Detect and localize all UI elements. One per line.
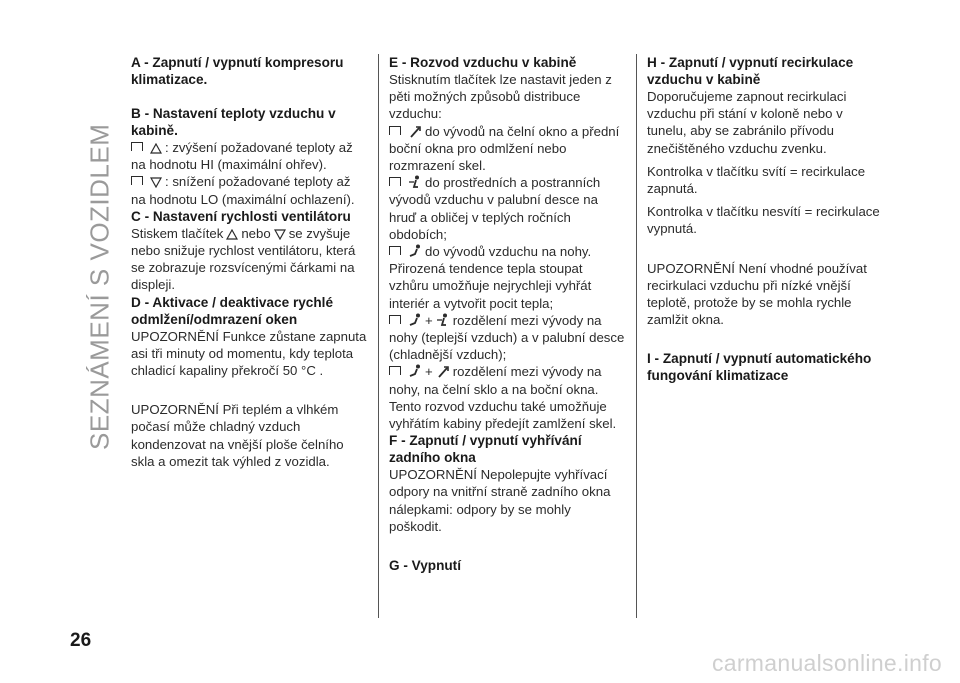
button-bracket-icon [131, 142, 143, 151]
watermark: carmanualsonline.info [711, 650, 942, 676]
section-d-warning: UPOZORNĚNÍ Funkce zůstane zapnuta asi tři minuty od momentu, kdy teplota chladicí kapaliny překročí 50 °C . [131, 328, 367, 379]
section-i-title: I - Zapnutí / vypnutí automatického fungování klimatizace [647, 351, 872, 384]
section-a-title: A - Zapnutí / vypnutí kompresoru klimatizace. [131, 55, 344, 87]
section-h-text: Doporučujeme zapnout recirkulaci vzduchu při stání v koloně nebo v tunelu, aby se zabránilo přívodu znečištěného vzduchu zvenku. [647, 89, 847, 156]
section-e-option-1: do vývodů na čelní okno a přední boční okna pro odmlžení nebo rozmrazení skel. [389, 123, 620, 174]
section-g-title: G - Vypnutí [389, 558, 461, 574]
section-e-option-2: do prostředních a postranních vývodů vzduchu v palubní desce na hruď a obličej v teplých ročních obdobích; [389, 175, 601, 242]
feet-airflow-icon [408, 364, 422, 378]
windscreen-airflow-icon [408, 125, 422, 138]
section-d-warning-2: UPOZORNĚNÍ Při teplém a vlhkém počasí může chladný vzduch kondenzovat na vnější ploše čelního skla a omezit tak výhled z vozidla. [131, 402, 344, 469]
column-1 [131, 54, 367, 470]
column-divider [636, 54, 637, 618]
section-e-intro: Stisknutím tlačítek lze nastavit jeden z pěti možných způsobů distribuce vzduchu: [389, 72, 612, 122]
button-bracket-icon [131, 176, 143, 185]
section-h-title: H - Zapnutí / vypnutí recirkulace vzduchu v kabině [647, 55, 854, 87]
feet-airflow-icon [408, 313, 422, 327]
section-h-off: Kontrolka v tlačítku nesvítí = recirkulace vypnutá. [647, 204, 880, 237]
section-b-down: : snížení požadované teploty až na hodnotu LO (maximální ochlazení). [131, 174, 355, 207]
triangle-up-icon [226, 229, 238, 240]
button-bracket-icon [389, 315, 401, 324]
section-e-option-5: + rozdělení mezi vývody na nohy, na čelní sklo a na boční okna. Tento rozvod vzduchu také umožňuje vyhřátím kabiny předejít zamlžení skel. [389, 364, 617, 432]
button-bracket-icon [389, 246, 401, 255]
section-d-title: D - Aktivace / deaktivace rychlé odmlžení/odmrazení oken [131, 294, 334, 327]
section-e-option-3: do vývodů vzduchu na nohy. Přirozená tendence tepla stoupat vzhůru umožňuje nejrychleji vyhřát interiér a vytvořit pocit tepla; [389, 244, 592, 311]
button-bracket-icon [389, 126, 401, 135]
triangle-down-icon [150, 177, 162, 188]
windscreen-airflow-icon [436, 365, 450, 378]
column-3 [647, 54, 883, 384]
section-h-warning: UPOZORNĚNÍ Není vhodné používat recirkulaci vzduchu při nízké vnější teplotě, protože by se mohla rychle zamlžit okna. [647, 260, 867, 328]
section-b-up: : zvýšení požadované teploty až na hodnotu HI (maximální ohřev). [131, 140, 353, 173]
column-2 [389, 54, 625, 574]
section-e-option-4: + rozdělení mezi vývody na nohy (teplejší vzduch) a v palubní desce (chladnější vzduch); [389, 312, 625, 363]
button-bracket-icon [389, 366, 401, 375]
face-airflow-icon [408, 175, 422, 189]
section-e-title: E - Rozvod vzduchu v kabině [389, 55, 577, 70]
button-bracket-icon [389, 177, 401, 186]
section-h-on: Kontrolka v tlačítku svítí = recirkulace zapnutá. [647, 163, 866, 197]
triangle-down-icon [274, 229, 286, 240]
section-f-warning: UPOZORNĚNÍ Nepolepujte vyhřívací odpory na vnitřní straně zadního okna nálepkami: odpory by se mohly poškodit. [389, 467, 611, 534]
section-c-text: Stiskem tlačítek nebo se zvyšuje nebo snižuje rychlost ventilátoru, která se zobrazuje rozsvícenými čárkami na displeji. [131, 225, 356, 293]
column-divider [378, 54, 379, 618]
section-b-title: B - Nastavení teploty vzduchu v kabině. [131, 106, 336, 138]
face-airflow-icon [436, 313, 450, 327]
section-f-title: F - Zapnutí / vypnutí vyhřívání zadního okna [389, 433, 582, 466]
feet-airflow-icon [408, 244, 422, 258]
chapter-side-title: SEZNÁMENÍ S VOZIDLEM [84, 123, 115, 450]
page-number: 26 [70, 630, 92, 651]
triangle-up-icon [150, 143, 162, 154]
section-c-title: C - Nastavení rychlosti ventilátoru [131, 208, 351, 224]
